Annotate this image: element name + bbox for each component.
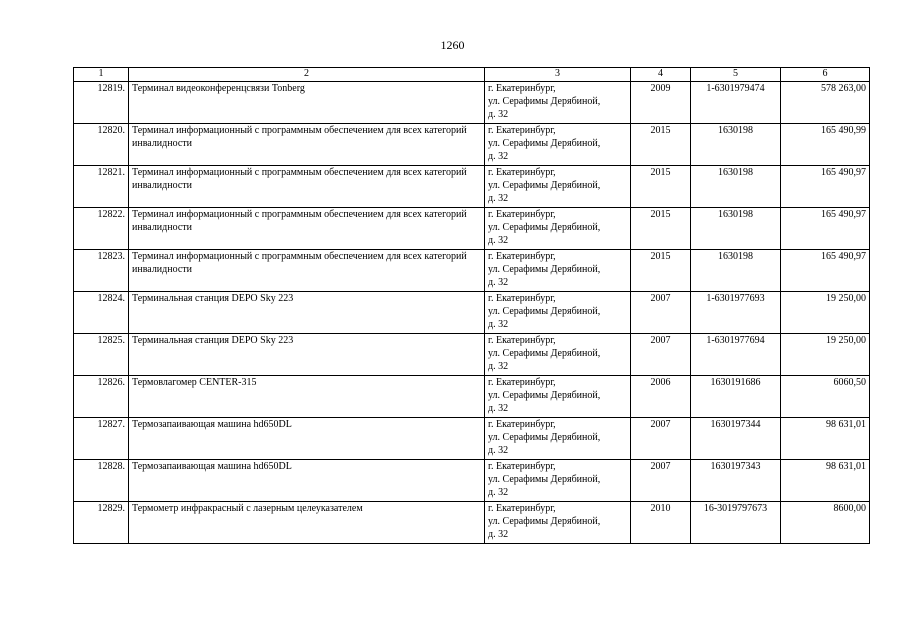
item-name-cell: Терминал информационный с программным обеспечением для всех категорий инвалидности (129, 250, 485, 292)
row-number-cell: 12824. (74, 292, 129, 334)
cost-cell: 8600,00 (781, 502, 870, 544)
inventory-number-cell: 1630198 (691, 124, 781, 166)
inventory-number-cell: 1630197343 (691, 460, 781, 502)
cost-cell: 165 490,97 (781, 208, 870, 250)
address-cell: г. Екатеринбург, ул. Серафимы Дерябиной, д. 32 (485, 334, 631, 376)
column-number-row (74, 68, 870, 82)
year-cell: 2007 (631, 460, 691, 502)
table-row (74, 82, 870, 124)
inventory-number-cell: 16-3019797673 (691, 502, 781, 544)
item-name-cell: Термозапаивающая машина hd650DL (129, 460, 485, 502)
column-header: 3 (485, 68, 631, 82)
table-row (74, 418, 870, 460)
address-cell: г. Екатеринбург, ул. Серафимы Дерябиной, д. 32 (485, 292, 631, 334)
row-number-cell: 12819. (74, 82, 129, 124)
table-body (74, 82, 870, 544)
inventory-number-cell: 1630197344 (691, 418, 781, 460)
cost-cell: 165 490,99 (781, 124, 870, 166)
inventory-number-cell: 1-6301979474 (691, 82, 781, 124)
row-number-cell: 12825. (74, 334, 129, 376)
inventory-number-cell: 1-6301977694 (691, 334, 781, 376)
cost-cell: 19 250,00 (781, 334, 870, 376)
address-cell: г. Екатеринбург, ул. Серафимы Дерябиной, д. 32 (485, 124, 631, 166)
item-name-cell: Терминальная станция DEPO Sky 223 (129, 292, 485, 334)
cost-cell: 165 490,97 (781, 250, 870, 292)
year-cell: 2015 (631, 208, 691, 250)
row-number-cell: 12827. (74, 418, 129, 460)
table-row (74, 166, 870, 208)
row-number-cell: 12829. (74, 502, 129, 544)
row-number-cell: 12821. (74, 166, 129, 208)
address-cell: г. Екатеринбург, ул. Серафимы Дерябиной, д. 32 (485, 208, 631, 250)
column-header: 4 (631, 68, 691, 82)
row-number-cell: 12823. (74, 250, 129, 292)
item-name-cell: Термозапаивающая машина hd650DL (129, 418, 485, 460)
table-row (74, 208, 870, 250)
address-cell: г. Екатеринбург, ул. Серафимы Дерябиной, д. 32 (485, 376, 631, 418)
column-header: 2 (129, 68, 485, 82)
item-name-cell: Терминал информационный с программным обеспечением для всех категорий инвалидности (129, 124, 485, 166)
year-cell: 2007 (631, 334, 691, 376)
table-row (74, 376, 870, 418)
address-cell: г. Екатеринбург, ул. Серафимы Дерябиной, д. 32 (485, 82, 631, 124)
column-header: 6 (781, 68, 870, 82)
year-cell: 2015 (631, 166, 691, 208)
page-number: 1260 (440, 38, 465, 52)
address-cell: г. Екатеринбург, ул. Серафимы Дерябиной, д. 32 (485, 460, 631, 502)
column-header: 5 (691, 68, 781, 82)
row-number-cell: 12822. (74, 208, 129, 250)
cost-cell: 6060,50 (781, 376, 870, 418)
address-cell: г. Екатеринбург, ул. Серафимы Дерябиной, д. 32 (485, 418, 631, 460)
year-cell: 2006 (631, 376, 691, 418)
table-row (74, 250, 870, 292)
cost-cell: 578 263,00 (781, 82, 870, 124)
item-name-cell: Терминал информационный с программным обеспечением для всех категорий инвалидности (129, 166, 485, 208)
item-name-cell: Термометр инфракрасный с лазерным целеуказателем (129, 502, 485, 544)
table-row (74, 292, 870, 334)
item-name-cell: Термовлагомер CENTER-315 (129, 376, 485, 418)
year-cell: 2007 (631, 418, 691, 460)
item-name-cell: Терминал видеоконференцсвязи Tonberg (129, 82, 485, 124)
year-cell: 2015 (631, 124, 691, 166)
cost-cell: 165 490,97 (781, 166, 870, 208)
item-name-cell: Терминальная станция DEPO Sky 223 (129, 334, 485, 376)
inventory-number-cell: 1630191686 (691, 376, 781, 418)
cost-cell: 98 631,01 (781, 418, 870, 460)
address-cell: г. Екатеринбург, ул. Серафимы Дерябиной, д. 32 (485, 502, 631, 544)
cost-cell: 19 250,00 (781, 292, 870, 334)
property-registry-table (73, 67, 870, 544)
inventory-number-cell: 1630198 (691, 250, 781, 292)
table-row (74, 334, 870, 376)
row-number-cell: 12828. (74, 460, 129, 502)
year-cell: 2009 (631, 82, 691, 124)
address-cell: г. Екатеринбург, ул. Серафимы Дерябиной, д. 32 (485, 166, 631, 208)
year-cell: 2010 (631, 502, 691, 544)
address-cell: г. Екатеринбург, ул. Серафимы Дерябиной, д. 32 (485, 250, 631, 292)
inventory-number-cell: 1630198 (691, 166, 781, 208)
row-number-cell: 12820. (74, 124, 129, 166)
item-name-cell: Терминал информационный с программным обеспечением для всех категорий инвалидности (129, 208, 485, 250)
inventory-number-cell: 1630198 (691, 208, 781, 250)
table-row (74, 502, 870, 544)
table-row (74, 460, 870, 502)
column-header: 1 (74, 68, 129, 82)
cost-cell: 98 631,01 (781, 460, 870, 502)
year-cell: 2007 (631, 292, 691, 334)
year-cell: 2015 (631, 250, 691, 292)
table-row (74, 124, 870, 166)
row-number-cell: 12826. (74, 376, 129, 418)
inventory-number-cell: 1-6301977693 (691, 292, 781, 334)
